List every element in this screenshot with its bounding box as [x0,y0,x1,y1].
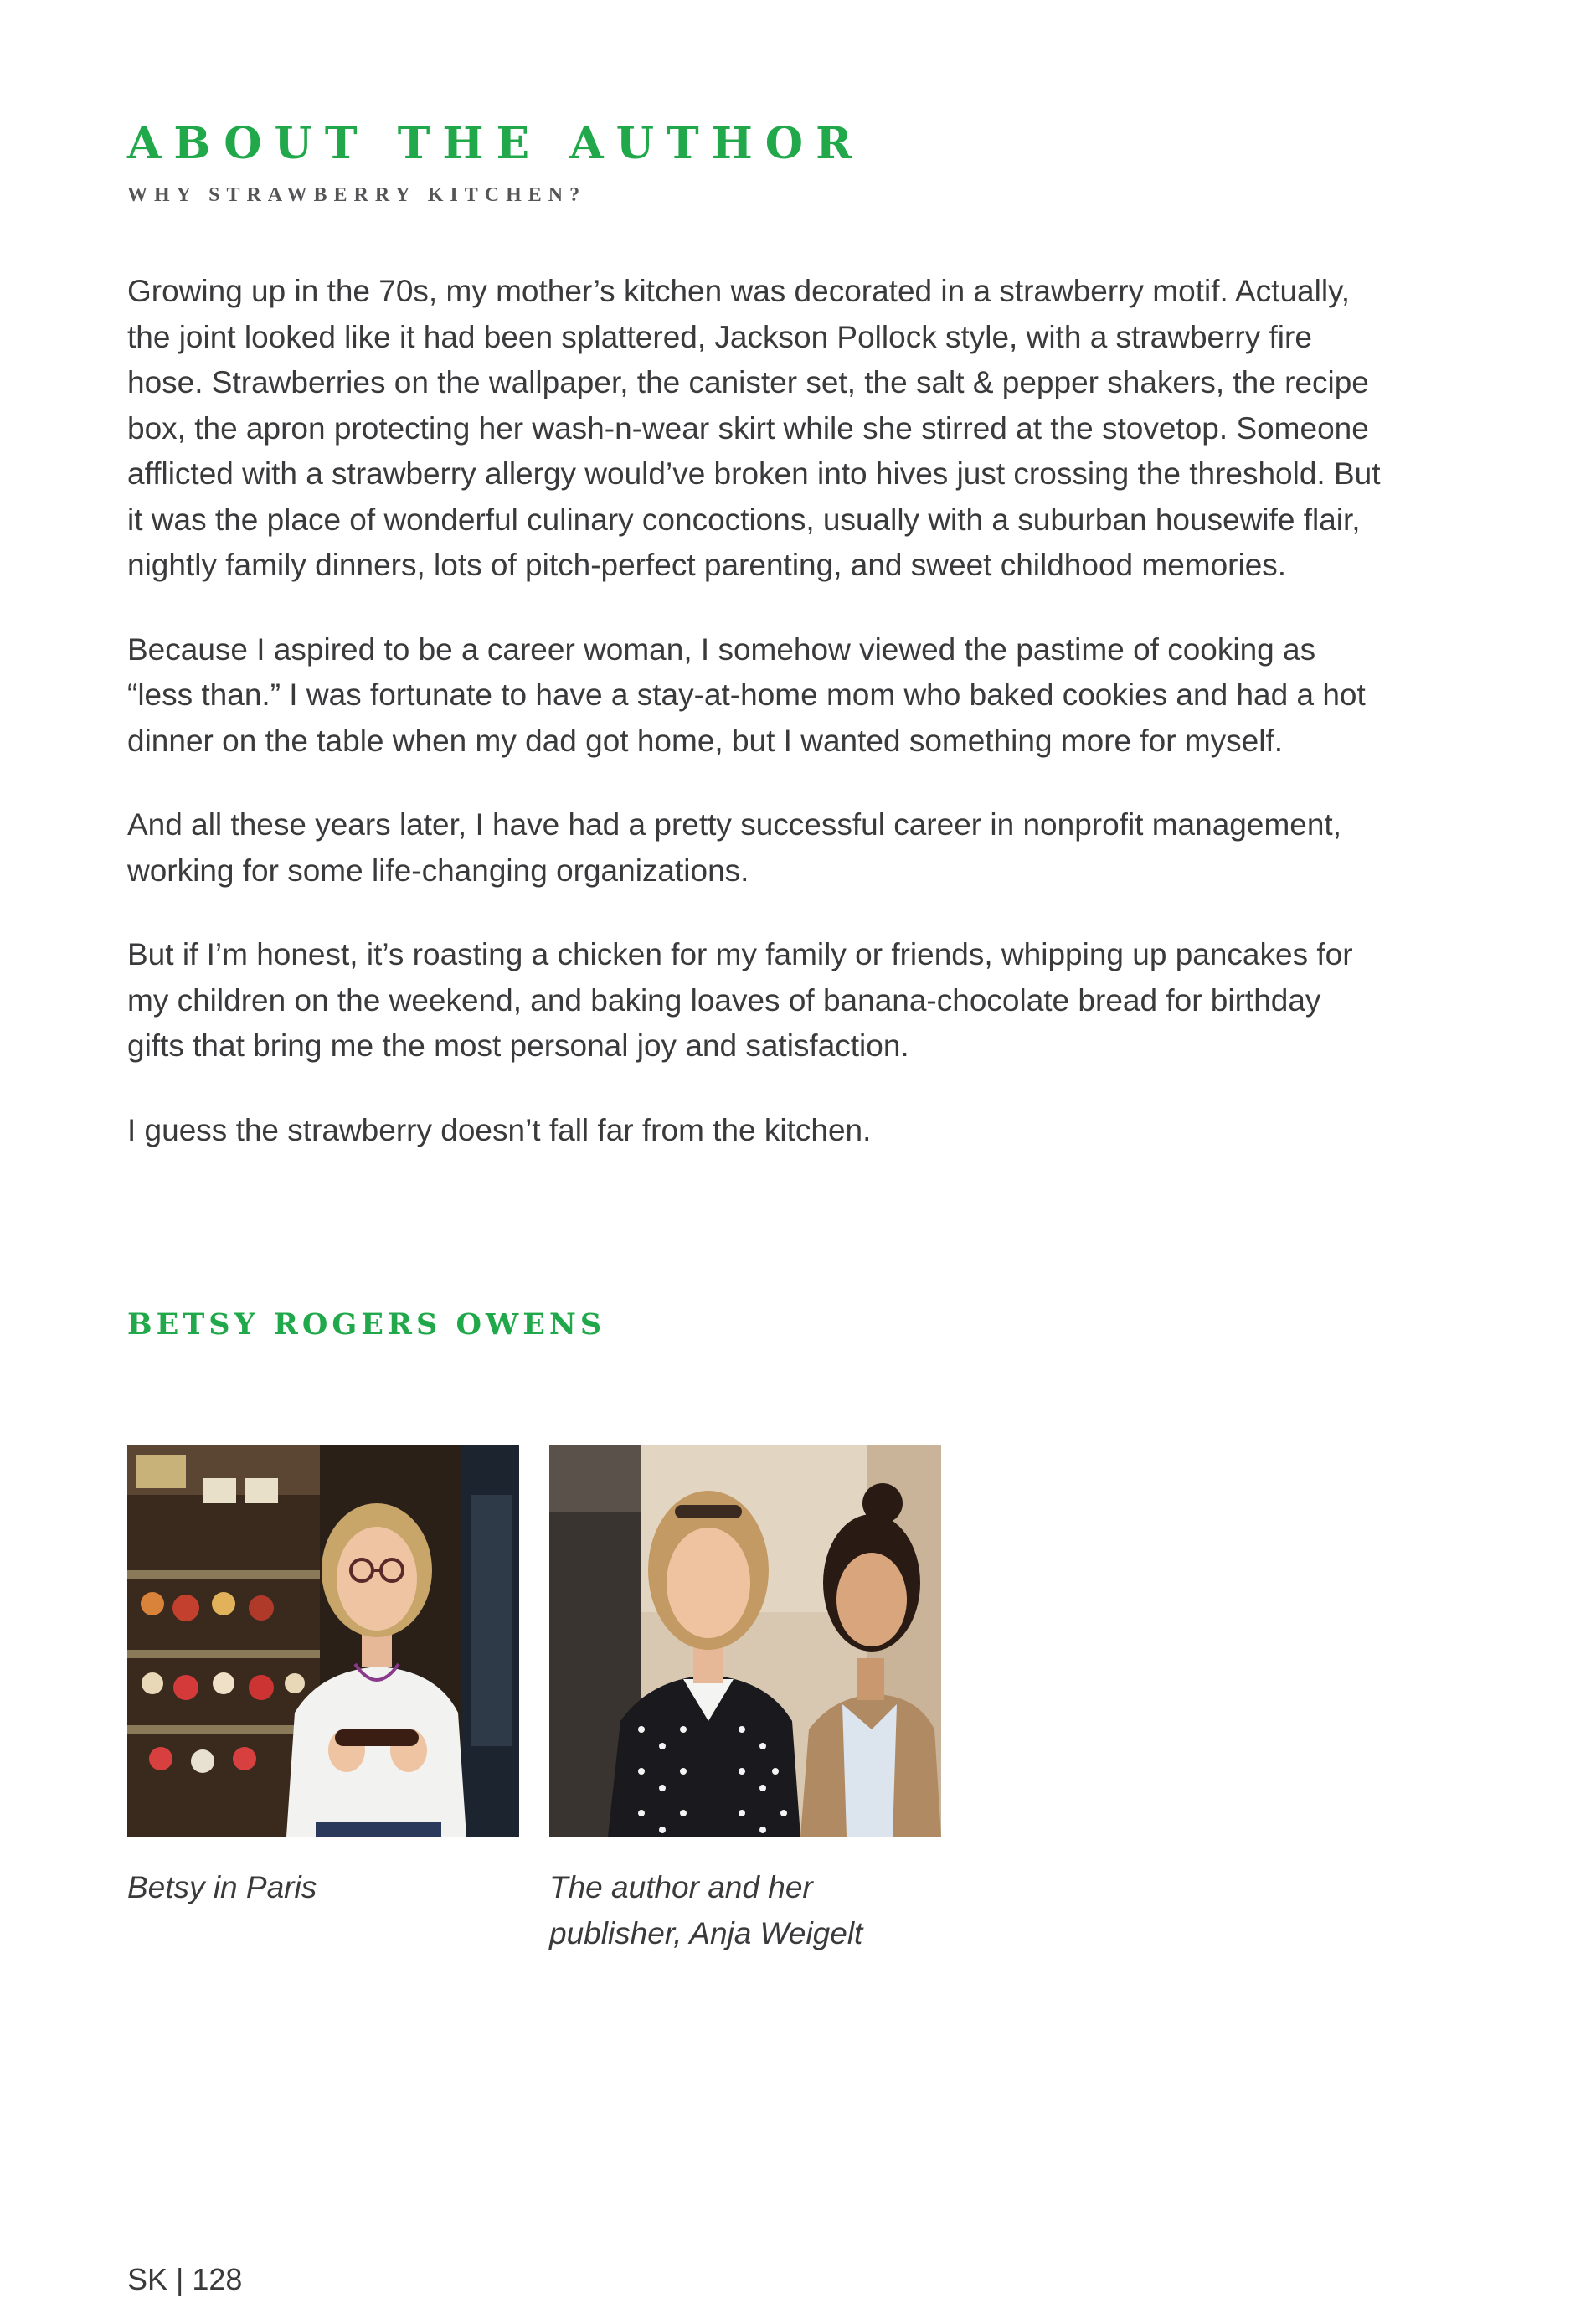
paragraph-2: Because I aspired to be a career woman, I somehow viewed the pastime of cooking as “less than.” I was fortunate to have a stay-at-home mom who baked cookies and had a hot dinner on the table when my dad got home, but I wanted something more for myself. [127,631,1366,758]
photo-caption-2: The author and her publisher, Anja Weigelt [549,1870,863,1950]
paragraph-3: And all these years later, I have had a pretty successful career in nonprofit management, working for some life-changing organizations. [127,807,1341,888]
photo-betsy-in-paris [127,1445,519,1837]
paragraph-5: I guess the strawberry doesn’t fall far from the kitchen. [127,1112,872,1147]
page-subtitle: WHY STRAWBERRY KITCHEN? [127,184,587,206]
photo-author-and-publisher [549,1445,941,1837]
page-folio: SK | 128 [127,2262,243,2296]
paragraph-4: But if I’m honest, it’s roasting a chicken for my family or friends, whipping up pancakes for my children on the weekend, and baking loaves of banana-chocolate bread for birthday gifts that bring me the most personal joy and satisfaction. [127,937,1353,1063]
photo-caption-1: Betsy in Paris [127,1870,317,1904]
author-signature: BETSY ROGERS OWENS [127,1307,606,1342]
body-text [127,269,1383,1192]
page-title: ABOUT THE AUTHOR [127,118,865,169]
paragraph-1: Growing up in the 70s, my mother’s kitchen was decorated in a strawberry motif. Actually, the joint looked like it had been splattered, Jackson Pollock style, with a strawberry fire hose. Strawberries on the wallpaper, the canister set, the salt & pepper shakers, the recipe box, the apron protecting her wash-n-wear skirt while she stirred at the stovetop. Someone afflicted with a strawberry allergy would’ve broken into hives just crossing the threshold. But it was the place of wonderful culinary concoctions, usually with a suburban housewife flair, nightly family dinners, lots of pitch-perfect parenting, and sweet childhood memories. [127,274,1381,582]
